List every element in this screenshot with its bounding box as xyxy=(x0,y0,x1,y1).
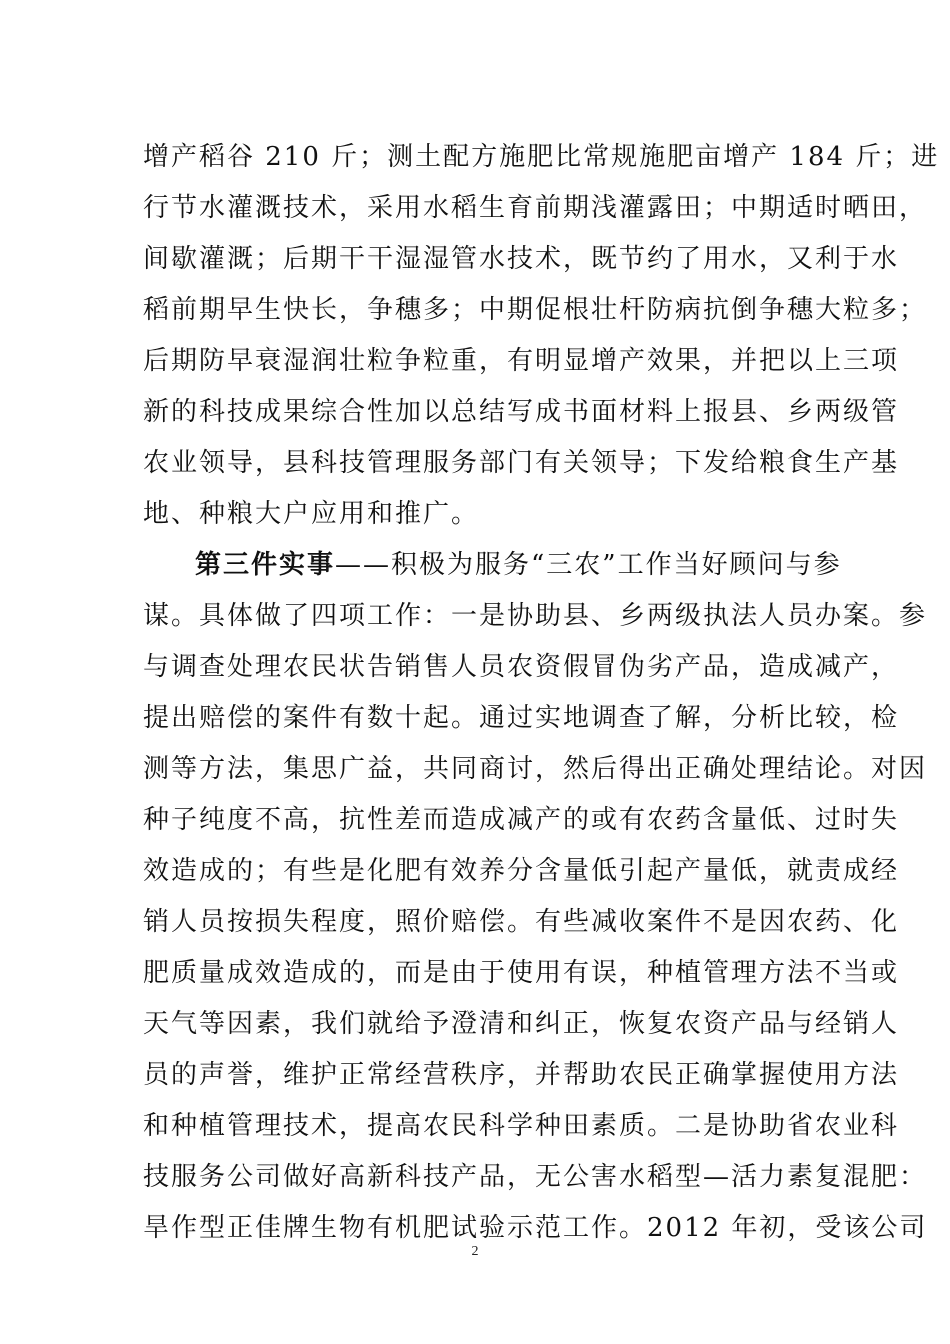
text-line: 技服务公司做好高新科技产品，无公害水稻型—活力素复混肥： xyxy=(143,1162,928,1192)
section-heading-line xyxy=(143,540,843,591)
text-line: 和种植管理技术，提高农民科学种田素质。二是协助省农业科 xyxy=(143,1111,900,1141)
text-line: 提出赔偿的案件有数十起。通过实地调查了解，分析比较，检 xyxy=(143,703,900,733)
text-line: 种子纯度不高，抗性差而造成减产的或有农药含量低、过时失 xyxy=(143,805,900,835)
text-line: 地、种粮大户应用和推广。 xyxy=(143,499,480,529)
text-line: 肥质量成效造成的，而是由于使用有误，种植管理方法不当或 xyxy=(143,958,900,988)
section-heading-rest: ——积极为服务“三农”工作当好顾问与参 xyxy=(335,550,842,580)
text-line: 与调查处理农民状告销售人员农资假冒伪劣产品，造成减产， xyxy=(143,652,900,682)
text-line: 新的科技成果综合性加以总结写成书面材料上报县、乡两级管 xyxy=(143,397,900,427)
text-line: 农业领导，县科技管理服务部门有关领导；下发给粮食生产基 xyxy=(143,448,900,478)
text-line: 员的声誉，维护正常经营秩序，并帮助农民正确掌握使用方法 xyxy=(143,1060,900,1090)
text-line: 稻前期早生快长，争穗多；中期促根壮杆防病抗倒争穗大粒多； xyxy=(143,295,928,325)
text-line: 谋。具体做了四项工作：一是协助县、乡两级执法人员办案。参 xyxy=(143,601,928,631)
text-line: 旱作型正佳牌生物有机肥试验示范工作。2012 年初，受该公司 xyxy=(143,1213,928,1243)
text-line: 测等方法，集思广益，共同商讨，然后得出正确处理结论。对因 xyxy=(143,754,928,784)
section-heading: 第三件实事 xyxy=(195,550,336,580)
text-line: 间歇灌溉；后期干干湿湿管水技术，既节约了用水，又利于水 xyxy=(143,244,900,274)
text-line: 天气等因素，我们就给予澄清和纠正，恢复农资产品与经销人 xyxy=(143,1009,900,1039)
text-line: 后期防早衰湿润壮粒争粒重，有明显增产效果，并把以上三项 xyxy=(143,346,900,376)
text-line: 增产稻谷 210 斤；测土配方施肥比常规施肥亩增产 184 斤；进 xyxy=(143,142,940,172)
page-number: 2 xyxy=(471,1244,479,1259)
text-line: 销人员按损失程度，照价赔偿。有些减收案件不是因农药、化 xyxy=(143,907,900,937)
text-line: 效造成的；有些是化肥有效养分含量低引起产量低，就责成经 xyxy=(143,856,900,886)
text-line: 行节水灌溉技术，采用水稻生育前期浅灌露田；中期适时晒田， xyxy=(143,193,928,223)
body-text xyxy=(143,132,940,1254)
